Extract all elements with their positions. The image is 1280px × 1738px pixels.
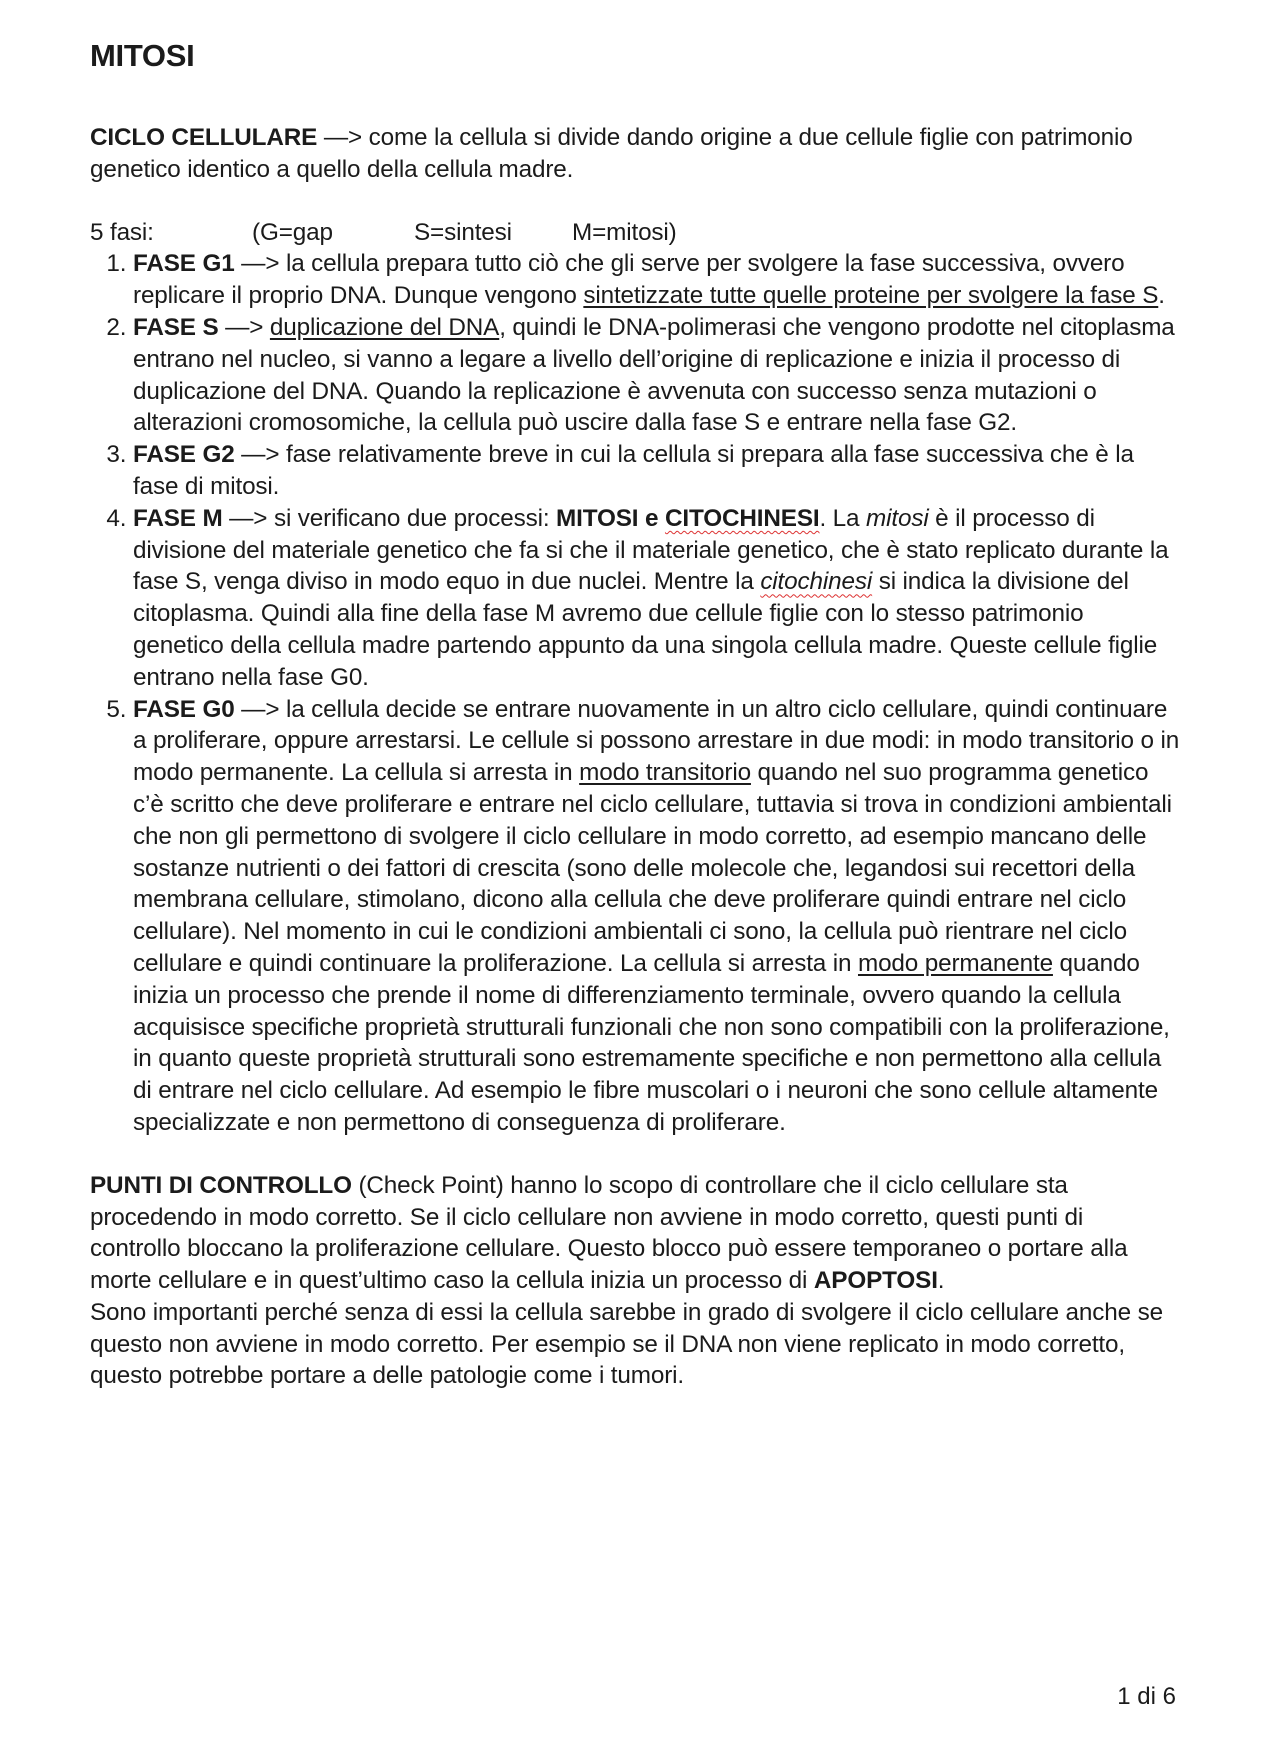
checkpoints-heading: PUNTI DI CONTROLLO (90, 1171, 352, 1199)
intro-paragraph (90, 122, 1180, 186)
page-title: MITOSI (90, 38, 195, 73)
phase-g0: 5. FASE G0 —> la cellula decide se entrare nuovamente in un altro ciclo cellulare, quindi continuare a proliferare, oppure arrestarsi. Le cellule si possono arrestare in due modi: in modo transitorio o in modo permanente. La cellula si arresta in modo transitorio quando nel suo programma genetico c’è scritto che deve proliferare e entrare nel ciclo cellulare, tuttavia si trova in condizioni ambientali che non gli permettono di svolgere il ciclo cellulare in modo corretto, ad esempio mancano delle sostanze nutrienti o dei fattori di crescita (sono delle molecole che, legandosi sui recettori della membrana cellulare, stimolano, dicono alla cellula che deve proliferare quindi entrare nel ciclo cellulare). Nel momento in cui le condizioni ambientali ci sono, la cellula può rientrare nel ciclo cellulare e quindi continuare la proliferazione. La cellula si arresta in modo permanente quando inizia un processo che prende il nome di differenziamento terminale, ovvero quando la cellula acquisisce specifiche proprietà strutturali funzionali che non sono compatibili con la proliferazione, in quanto queste proprietà strutturali sono estremamente specifiche e non permettono alla cellula di entrare nel ciclo cellulare. Ad esempio le fibre muscolari o i neuroni che sono cellule altamente specializzate e non permettono di conseguenza di proliferare. (133, 694, 1180, 1139)
fasi-m: M=mitosi) (572, 218, 677, 246)
document-page (90, 38, 1180, 1392)
intro-heading: CICLO CELLULARE (90, 124, 318, 151)
phase-name: FASE S (133, 313, 219, 341)
phase-name: FASE G1 (133, 250, 235, 278)
phases-list (90, 248, 1180, 1138)
fasi-label: 5 fasi: (90, 218, 154, 246)
fasi-g: (G=gap (252, 218, 333, 246)
checkpoints-paragraph: PUNTI DI CONTROLLO (Check Point) hanno lo scopo di controllare che il ciclo cellulare sta procedendo in modo corretto. Se il ciclo cellulare non avviene in modo corretto, questi punti di controllo bloccano la proliferazione cellulare. Questo blocco può essere temporaneo o portare alla morte cellulare e in quest’ultimo caso la cellula inizia un processo di APOPTOSI. (90, 1171, 1128, 1295)
intro-text: —> come la cellula si divide dando origine a due cellule figlie con patrimonio genetico identico a quello della cellula madre. (90, 124, 1133, 183)
phase-name: FASE G0 (133, 695, 235, 723)
phase-s: 2. FASE S —> duplicazione del DNA, quindi le DNA-polimerasi che vengono prodotte nel citoplasma entrano nel nucleo, si vanno a legare a livello dell’origine di replicazione e inizia il processo di duplicazione del DNA. Quando la replicazione è avvenuta con successo senza mutazioni o alterazioni cromosomiche, la cellula può uscire dalla fase S e entrare nella fase G2. (133, 312, 1180, 439)
page-number: 1 di 6 (1117, 1683, 1176, 1710)
phase-name: FASE M (133, 504, 223, 532)
phase-name: FASE G2 (133, 441, 235, 469)
phase-g1: 1. FASE G1 —> la cellula prepara tutto ciò che gli serve per svolgere la fase successiva, ovvero replicare il proprio DNA. Dunque vengono sintetizzate tutte quelle proteine per svolgere la fase S. (133, 248, 1180, 312)
fasi-s: S=sintesi (414, 218, 512, 246)
phase-m: 4. FASE M —> si verificano due processi: MITOSI e CITOCHINESI. La mitosi è il processo di divisione del materiale genetico che fa si che il materiale genetico, che è stato replicato durante la fase S, venga diviso in modo equo in due nuclei. Mentre la citochinesi si indica la divisione del citoplasma. Quindi alla fine della fase M avremo due cellule figlie con lo stesso patrimonio genetico della cellula madre partendo appunto da una singola cellula madre. Queste cellule figlie entrano nella fase G0. (133, 503, 1180, 694)
phase-g2: 3. FASE G2 —> fase relativamente breve in cui la cellula si prepara alla fase successiva che è la fase di mitosi. (133, 439, 1180, 503)
fasi-line (90, 217, 1180, 249)
importance-paragraph: Sono importanti perché senza di essi la cellula sarebbe in grado di svolgere il ciclo cellulare anche se questo non avviene in modo corretto. Per esempio se il DNA non viene replicato in modo corretto, questo potrebbe portare a delle patologie come i tumori. (90, 1298, 1163, 1390)
